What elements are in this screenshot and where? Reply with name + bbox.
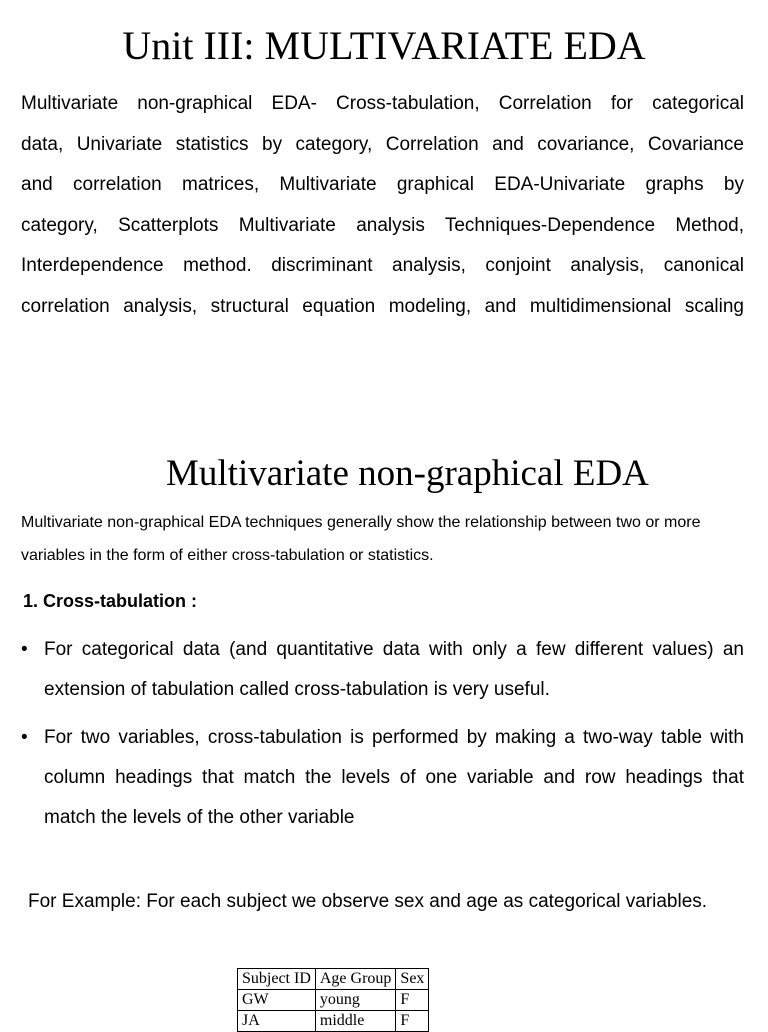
table-cell: middle — [315, 1011, 396, 1032]
column-header: Subject ID — [238, 969, 316, 990]
table-cell: young — [315, 990, 396, 1011]
section-title: Multivariate non-graphical EDA — [166, 453, 649, 494]
bullet-item — [21, 718, 744, 838]
syllabus-line: correlation analysis, structural equation modeling, and multidimensional scaling — [21, 295, 744, 317]
table-header-row — [238, 969, 429, 990]
column-header: Sex — [396, 969, 429, 990]
bullet-item — [21, 630, 744, 710]
table-cell: F — [396, 1011, 429, 1032]
bullet-icon: • — [21, 639, 28, 660]
syllabus-paragraph — [21, 84, 744, 327]
example-text: For Example: For each subject we observe sex and age as categorical variables. — [28, 891, 708, 912]
column-header: Age Group — [315, 969, 396, 990]
syllabus-line: data, Univariate statistics by category, Correlation and covariance, Covariance — [21, 133, 744, 155]
table-cell: F — [396, 990, 429, 1011]
table-cell: GW — [238, 990, 316, 1011]
syllabus-line: and correlation matrices, Multivariate graphical EDA-Univariate graphs by — [21, 174, 744, 195]
data-table — [237, 968, 429, 1032]
syllabus-line: Interdependence method. discriminant analysis, conjoint analysis, canonical — [21, 255, 744, 276]
syllabus-line: Multivariate non-graphical EDA- Cross-tabulation, Correlation for categorical — [21, 93, 744, 114]
table-row — [238, 1011, 429, 1032]
cross-tabulation-heading: 1. Cross-tabulation : — [23, 591, 198, 611]
table-row — [238, 990, 429, 1011]
section-intro: Multivariate non-graphical EDA techniques generally show the relationship between two or more variables in the form of either cross-tabulation or statistics. — [21, 514, 701, 564]
bullet-list — [21, 630, 744, 846]
bullet-text: For two variables, cross-tabulation is performed by making a two-way table with column headings that match the levels of one variable and row headings that match the levels of the other variable — [44, 727, 744, 828]
data-table-container — [237, 968, 429, 1032]
table-cell: JA — [238, 1011, 316, 1032]
syllabus-line: category, Scatterplots Multivariate analysis Techniques-Dependence Method, — [21, 214, 744, 236]
bullet-icon: • — [21, 727, 28, 748]
bullet-text: For categorical data (and quantitative data with only a few different values) an extension of tabulation called cross-tabulation is very useful. — [44, 639, 744, 700]
page-title: Unit III: MULTIVARIATE EDA — [122, 23, 646, 68]
